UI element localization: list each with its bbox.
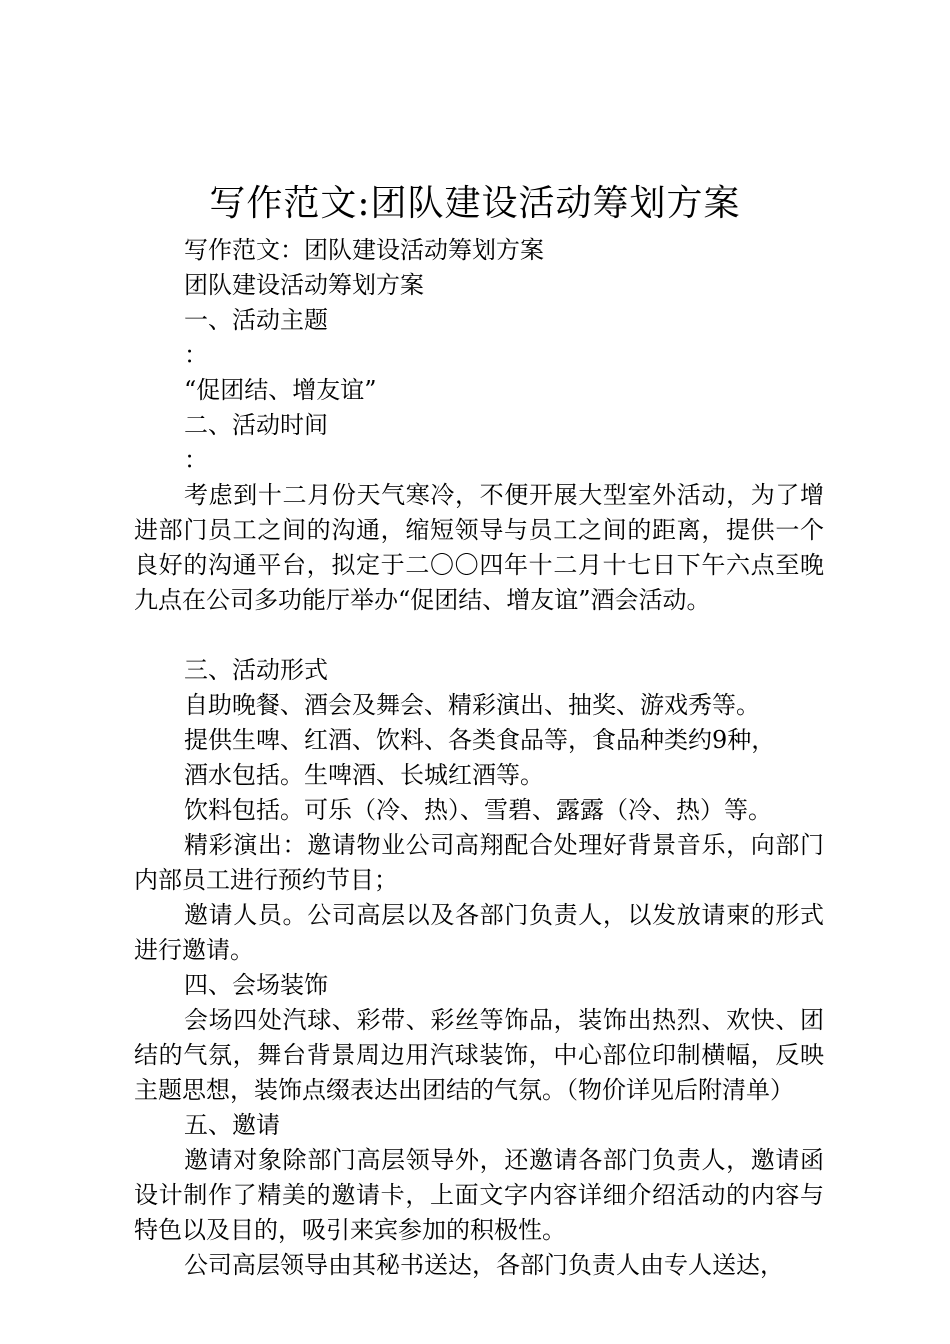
section-1-heading: 一、活动主题	[184, 306, 328, 334]
document-body	[134, 233, 824, 1283]
subtitle-line-2: 团队建设活动筹划方案	[184, 271, 424, 299]
document-title: 写作范文:团队建设活动筹划方案	[209, 183, 741, 224]
section-5-paragraph-1: 邀请对象除部门高层领导外，还邀请各部门负责人，邀请函设计制作了精美的邀请卡，上面文字内容详细介绍活动的内容与特色以及目的，吸引来宾参加的积极性。	[134, 1146, 824, 1244]
section-3-line-4: 饮料包括。可乐（冷、热）、雪碧、露露（冷、热）等。	[184, 796, 772, 824]
section-1-colon: ：	[184, 341, 208, 369]
section-3-line-1: 自助晚餐、酒会及舞会、精彩演出、抽奖、游戏秀等。	[184, 691, 760, 719]
section-5-heading: 五、邀请	[184, 1111, 280, 1139]
section-3-heading: 三、活动形式	[184, 656, 328, 684]
section-2-colon: ：	[184, 446, 208, 474]
section-3-line-3: 酒水包括。生啤酒、长城红酒等。	[184, 761, 544, 789]
section-4-paragraph: 会场四处汽球、彩带、彩丝等饰品，装饰出热烈、欢快、团结的气氛，舞台背景周边用汽球装饰，中心部位印制横幅，反映主题思想，装饰点缀表达出团结的气氛。（物价详见后附清单）	[134, 1006, 824, 1104]
section-3-paragraph-2: 邀请人员。公司高层以及各部门负责人，以发放请柬的形式进行邀请。	[134, 901, 824, 964]
section-3-paragraph-1: 精彩演出：邀请物业公司高翔配合处理好背景音乐，向部门内部员工进行预约节目；	[134, 831, 824, 894]
section-3-line-2: 提供生啤、红酒、饮料、各类食品等，食品种类约9种，	[184, 726, 776, 754]
blank-line	[134, 618, 824, 653]
section-4-heading: 四、会场装饰	[184, 971, 328, 999]
section-2-paragraph: 考虑到十二月份天气寒冷，不便开展大型室外活动，为了增进部门员工之间的沟通，缩短领导与员工之间的距离，提供一个良好的沟通平台，拟定于二〇〇四年十二月十七日下午六点至晚九点在公司多功能厅举办“促团结、增友谊”酒会活动。	[134, 481, 824, 614]
section-1-theme: “促团结、增友谊”	[184, 376, 377, 404]
section-5-paragraph-2: 公司高层领导由其秘书送达，各部门负责人由专人送达，	[184, 1251, 784, 1279]
section-2-heading: 二、活动时间	[184, 411, 328, 439]
subtitle-line-1: 写作范文：团队建设活动筹划方案	[184, 236, 544, 264]
